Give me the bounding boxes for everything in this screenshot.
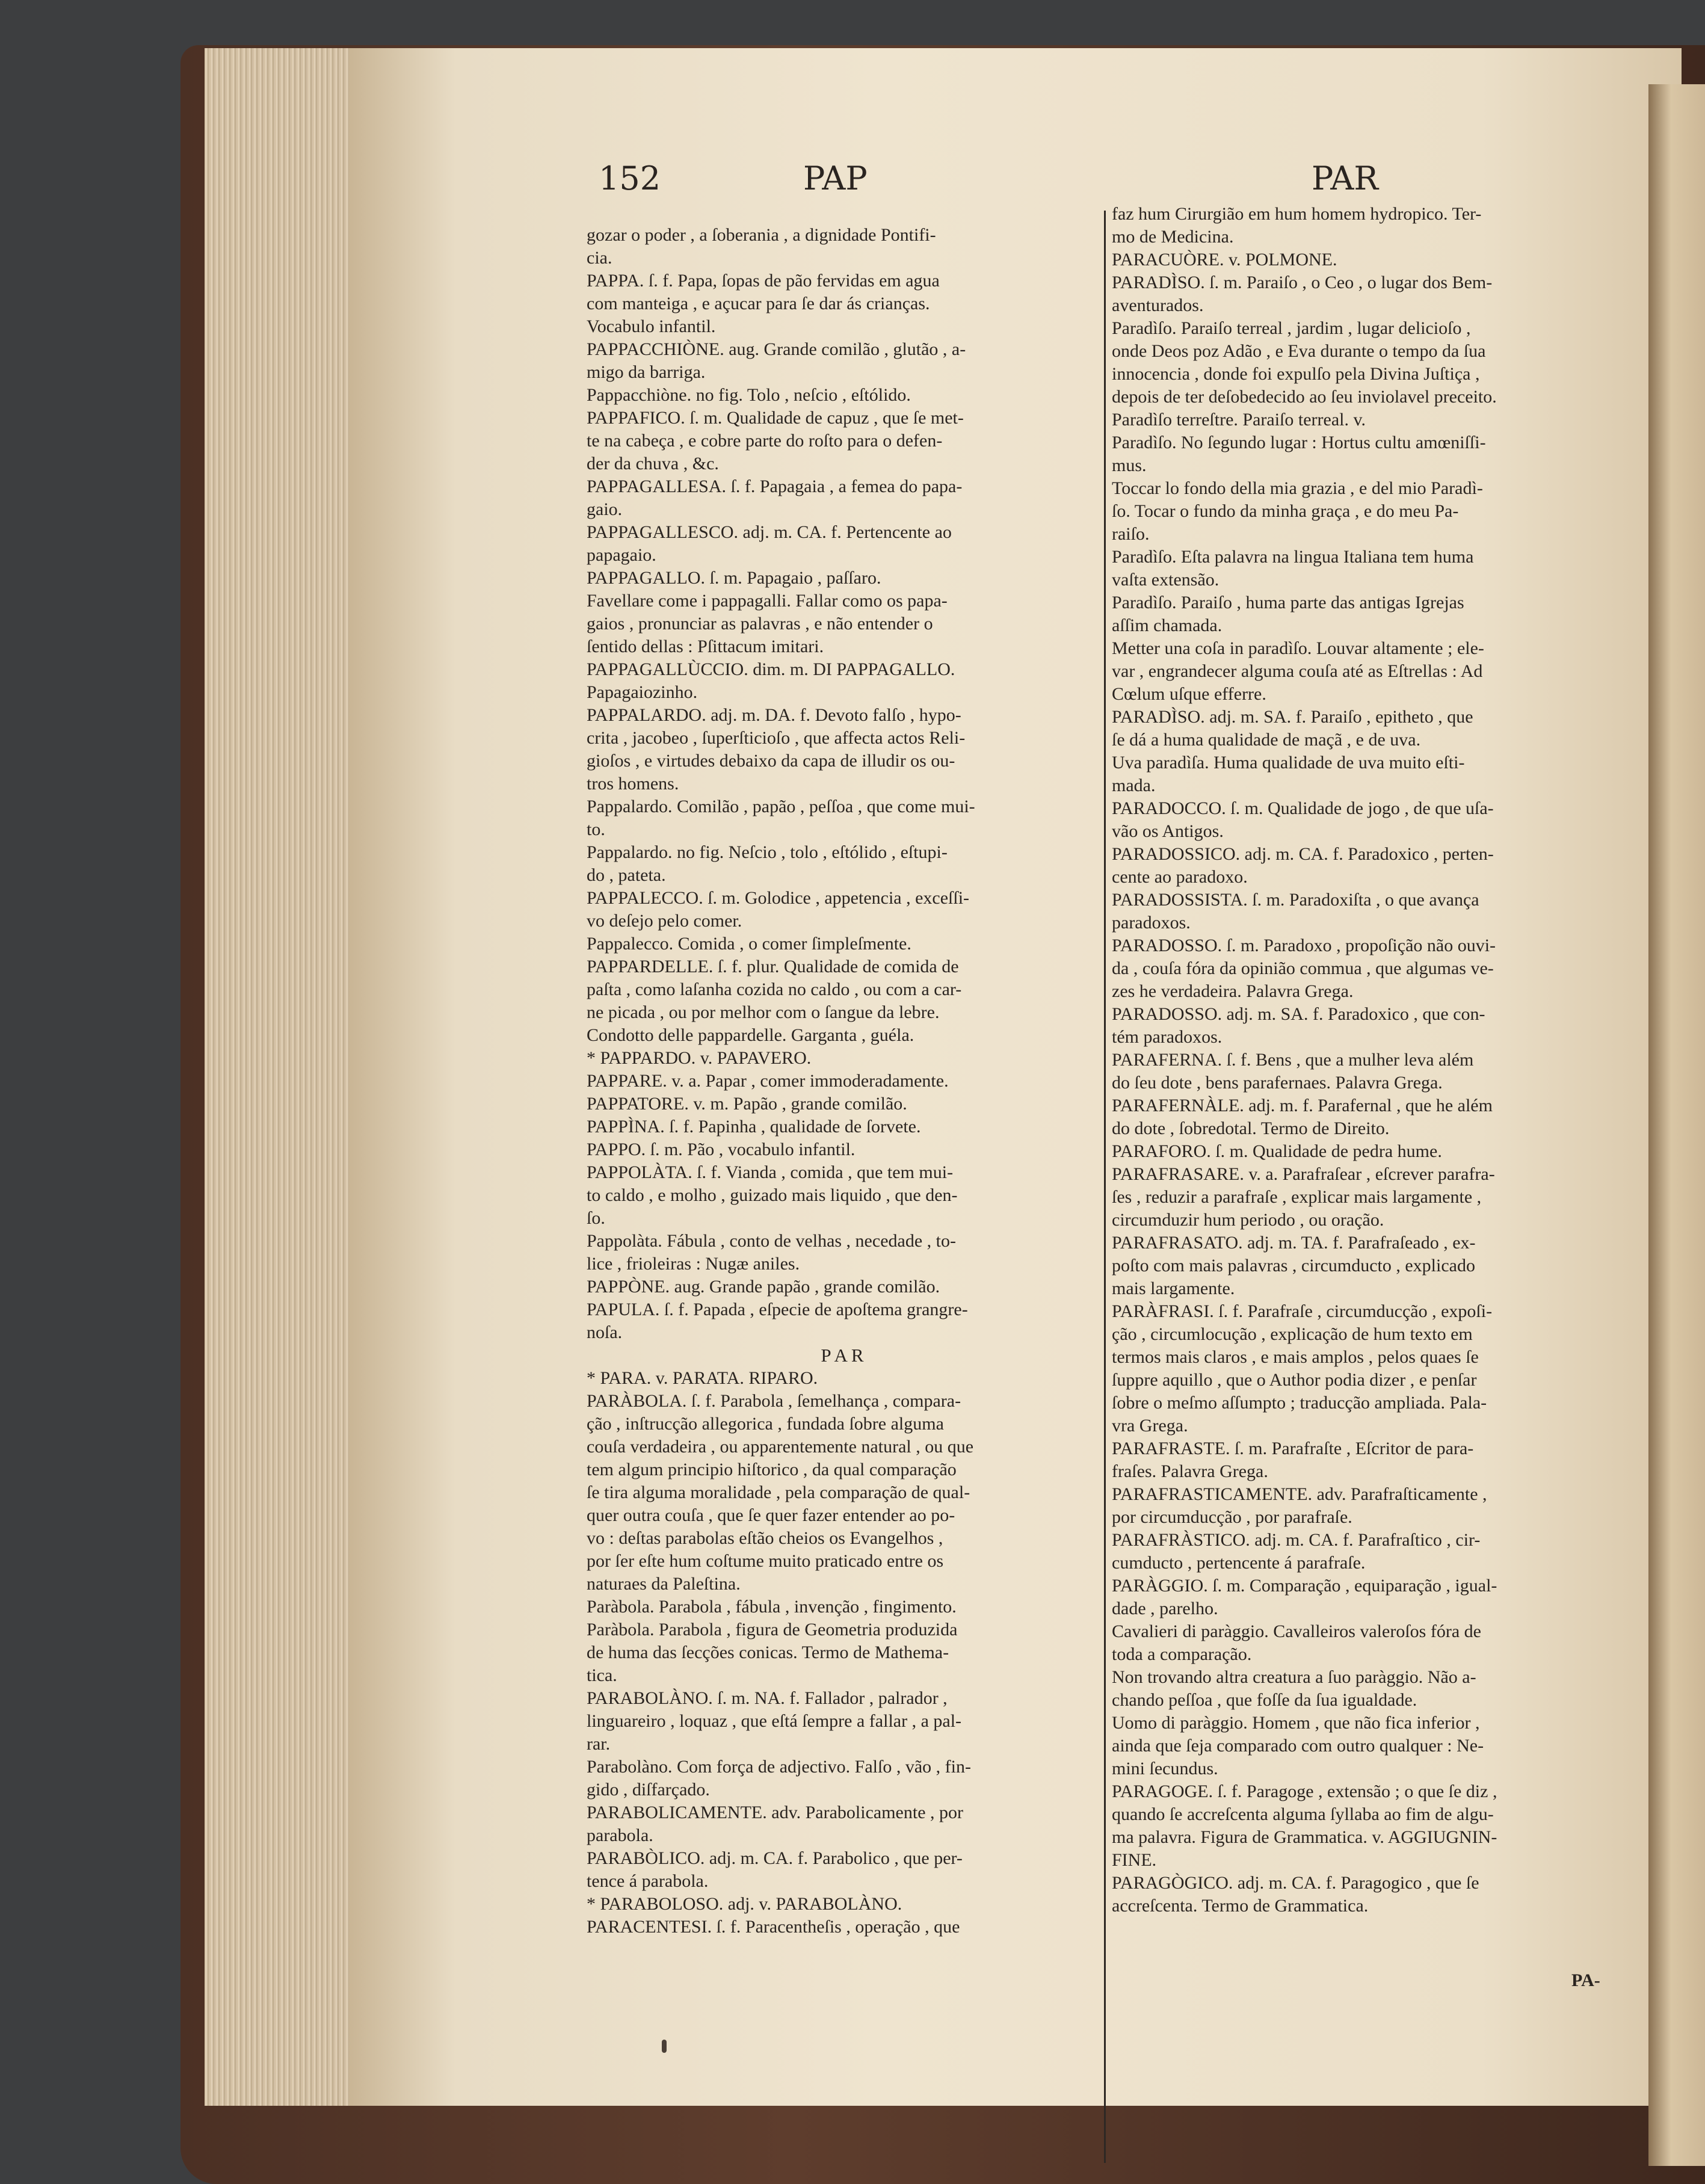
text-line: mo de Medicina. xyxy=(1112,227,1234,247)
text-line: Paràbola. Parabola , figura de Geometria produzida xyxy=(587,1620,958,1640)
text-line: ma palavra. Figura de Grammatica. v. AGGIUGNIN- xyxy=(1112,1827,1497,1847)
text-line: PARÀGGIO. ſ. m. Comparação , equiparação , igual- xyxy=(1112,1576,1497,1596)
text-line: do dote , ſobredotal. Termo de Direito. xyxy=(1112,1118,1390,1138)
text-line: var , engrandecer alguma couſa até as Eſtrellas : Ad xyxy=(1112,661,1483,681)
text-line: tém paradoxos. xyxy=(1112,1027,1222,1047)
text-line: ſo. Tocar o fundo da minha graça , e do meu Pa- xyxy=(1112,501,1459,521)
text-line: * PARA. v. PARATA. RIPARO. xyxy=(587,1368,818,1388)
text-line: quando ſe accreſcenta alguma ſyllaba ao fim de algu- xyxy=(1112,1804,1494,1824)
text-line: chando peſſoa , que foſſe da ſua igualdade. xyxy=(1112,1690,1417,1710)
text-line: Cœlum uſque efferre. xyxy=(1112,684,1266,704)
text-line: circumduzir hum periodo , ou oração. xyxy=(1112,1210,1384,1230)
text-line: ſentido dellas : Pſittacum imitari. xyxy=(587,637,824,656)
text-line: mais largamente. xyxy=(1112,1279,1235,1298)
text-line: FINE. xyxy=(1112,1850,1157,1870)
text-line: PARABÒLICO. adj. m. CA. f. Parabolico , que per- xyxy=(587,1848,963,1868)
text-line: PAPPALARDO. adj. m. DA. f. Devoto falſo , hypo- xyxy=(587,705,961,725)
text-line: cente ao paradoxo. xyxy=(1112,867,1248,887)
text-line: ſo. xyxy=(587,1208,605,1228)
text-line: ção , inſtrucção allegorica , fundada ſobre alguma xyxy=(587,1414,944,1434)
text-line: paſta , como laſanha cozida no caldo , ou com a car- xyxy=(587,979,962,999)
text-line: Non trovando altra creatura a ſuo paràggio. Não a- xyxy=(1112,1667,1476,1687)
text-line: PAPPAFICO. ſ. m. Qualidade de capuz , que ſe met- xyxy=(587,408,964,428)
text-line: depois de ter deſobedecido ao ſeu inviolavel preceito. xyxy=(1112,387,1497,407)
text-line: PAPPAGALLÙCCIO. dim. m. DI PAPPAGALLO. xyxy=(587,659,955,679)
text-line: PAPPAGALLESCO. adj. m. CA. f. Pertencente ao xyxy=(587,522,952,542)
text-line: PARADÌSO. adj. m. SA. f. Paraiſo , epitheto , que xyxy=(1112,707,1473,727)
text-line: ainda que ſeja comparado com outro qualquer : Ne- xyxy=(1112,1736,1484,1756)
text-line: PAPPALECCO. ſ. m. Golodice , appetencia , exceſſi- xyxy=(587,888,970,908)
text-line: do ſeu dote , bens parafernaes. Palavra Grega. xyxy=(1112,1073,1443,1093)
text-line: der da chuva , &c. xyxy=(587,454,719,474)
text-line: P A R xyxy=(821,1345,864,1366)
text-line: PARADOSSO. ſ. m. Paradoxo , propoſição não ouvi- xyxy=(1112,936,1496,955)
text-line: PAPPATORE. v. m. Papão , grande comilão. xyxy=(587,1094,907,1114)
text-line: ſes , reduzir a parafraſe , explicar mais largamente , xyxy=(1112,1187,1482,1207)
text-line: parabola. xyxy=(587,1825,653,1845)
text-line: da , couſa fóra da opinião commua , que algumas ve- xyxy=(1112,958,1494,978)
text-line: ſuppre aquillo , que o Author podia dizer , e penſar xyxy=(1112,1370,1477,1390)
text-line: paradoxos. xyxy=(1112,913,1191,933)
page-number: 152 xyxy=(599,159,661,197)
text-line: Paradìſo. Paraiſo , huma parte das antigas Igrejas xyxy=(1112,593,1464,612)
text-line: PAPPÌNA. ſ. f. Papinha , qualidade de ſorvete. xyxy=(587,1117,921,1137)
text-line: Uva paradìſa. Huma qualidade de uva muito eſti- xyxy=(1112,753,1465,773)
text-line: Pappalardo. Comilão , papão , peſſoa , que come mui- xyxy=(587,797,975,816)
text-line: de huma das ſecções conicas. Termo de Mathema- xyxy=(587,1643,949,1662)
text-line: Vocabulo infantil. xyxy=(587,316,716,336)
text-line: Pappalecco. Comida , o comer ſimpleſmente. xyxy=(587,934,911,954)
text-line: faz hum Cirurgião em hum homem hydropico. Ter- xyxy=(1112,204,1482,224)
text-line: linguareiro , loquaz , que eſtá ſempre a fallar , a pal- xyxy=(587,1711,962,1731)
text-line: PAPPO. ſ. m. Pão , vocabulo infantil. xyxy=(587,1140,856,1159)
text-line: PARAFERNÀLE. adj. m. f. Parafernal , que he além xyxy=(1112,1096,1493,1115)
text-line: Parabolàno. Com força de adjectivo. Falſo , vão , fin- xyxy=(587,1757,971,1777)
text-line: Paradìſo. No ſegundo lugar : Hortus cultu amœniſſi- xyxy=(1112,433,1486,452)
right-running-head: PAR xyxy=(1312,159,1379,197)
text-line: PARAFRASTICAMENTE. adv. Parafraſticamente , xyxy=(1112,1484,1487,1504)
text-line: quer outra couſa , que ſe quer fazer entender ao po- xyxy=(587,1505,955,1525)
text-line: PARAGÒGICO. adj. m. CA. f. Paragogico , que ſe xyxy=(1112,1873,1479,1893)
text-line: to. xyxy=(587,819,605,839)
text-line: Paradìſo terreſtre. Paraiſo terreal. v. xyxy=(1112,410,1366,430)
text-line: zes he verdadeira. Palavra Grega. xyxy=(1112,981,1354,1001)
text-line: PAPPAGALLESA. ſ. f. Papagaia , a femea do papa- xyxy=(587,477,963,496)
text-line: onde Deos poz Adão , e Eva durante o tempo da ſua xyxy=(1112,341,1486,361)
text-line: Metter una coſa in paradìſo. Louvar altamente ; ele- xyxy=(1112,638,1484,658)
text-line: ção , circumlocução , explicação de hum texto em xyxy=(1112,1324,1473,1344)
text-line: PARADÌSO. ſ. m. Paraiſo , o Ceo , o lugar dos Bem- xyxy=(1112,273,1493,292)
text-line: Paradìſo. Paraiſo terreal , jardim , lugar delicioſo , xyxy=(1112,318,1471,338)
column-rule xyxy=(1104,211,1106,2163)
text-line: PARABOLÀNO. ſ. m. NA. f. Fallador , palrador , xyxy=(587,1688,948,1708)
text-line: Pappacchiòne. no fig. Tolo , neſcio , eſtólido. xyxy=(587,385,911,405)
text-line: vo deſejo pelo comer. xyxy=(587,911,742,931)
text-line: gaio. xyxy=(587,499,623,519)
text-line: PARADOSSISTA. ſ. m. Paradoxiſta , o que avança xyxy=(1112,890,1479,910)
text-line: vra Grega. xyxy=(1112,1416,1188,1436)
text-line: PAPPARE. v. a. Papar , comer immoderadamente. xyxy=(587,1071,949,1091)
facing-page-edge xyxy=(1648,84,1705,2166)
text-line: gozar o poder , a ſoberania , a dignidade Pontifi- xyxy=(587,225,936,245)
text-line: ſe dá a huma qualidade de maçã , e de uva. xyxy=(1112,730,1421,750)
text-line: migo da barriga. xyxy=(587,362,706,382)
text-line: aventurados. xyxy=(1112,295,1204,315)
text-line: Condotto delle pappardelle. Garganta , guéla. xyxy=(587,1025,914,1045)
text-line: vaſta extensão. xyxy=(1112,570,1219,590)
text-line: mini ſecundus. xyxy=(1112,1759,1218,1778)
text-line: termos mais claros , e mais amplos , pelos quaes ſe xyxy=(1112,1347,1479,1367)
text-line: aſſim chamada. xyxy=(1112,615,1222,635)
text-line: tence á parabola. xyxy=(587,1871,709,1891)
text-line: crita , jacobeo , ſuperſticioſo , que affecta actos Reli- xyxy=(587,728,966,748)
text-line: PARAFRASATO. adj. m. TA. f. Parafraſeado , ex- xyxy=(1112,1233,1476,1253)
text-line: Favellare come i pappagalli. Fallar como os papa- xyxy=(587,591,948,611)
text-line: PARACENTESI. ſ. f. Paracentheſis , operação , que xyxy=(587,1917,960,1937)
text-line: Paradìſo. Eſta palavra na lingua Italiana tem huma xyxy=(1112,547,1474,567)
right-column xyxy=(1112,203,1623,1917)
catchword: PA- xyxy=(1571,1970,1600,1990)
text-line: Pappolàta. Fábula , conto de velhas , necedade , to- xyxy=(587,1231,956,1251)
text-line: PARAGOGE. ſ. f. Paragoge , extensão ; o que ſe diz , xyxy=(1112,1781,1497,1801)
text-line: Cavalieri di paràggio. Cavalleiros valeroſos fóra de xyxy=(1112,1621,1481,1641)
text-line: Papagaiozinho. xyxy=(587,682,698,702)
text-line: PARAFERNA. ſ. f. Bens , que a mulher leva além xyxy=(1112,1050,1474,1070)
text-line: PARADOSSO. adj. m. SA. f. Paradoxico , que con- xyxy=(1112,1004,1485,1024)
text-line: ſe tira alguma moralidade , pela comparação de qual- xyxy=(587,1482,970,1502)
text-line: papagaio. xyxy=(587,545,656,565)
text-line: PAPPOLÀTA. ſ. f. Vianda , comida , que tem mui- xyxy=(587,1162,954,1182)
text-line: ne picada , ou por melhor com o ſangue da lebre. xyxy=(587,1002,940,1022)
text-line: PAPPARDELLE. ſ. f. plur. Qualidade de comida de xyxy=(587,957,959,976)
page-mark xyxy=(662,2040,667,2053)
text-line: gioſos , e virtudes debaixo da capa de illudir os ou- xyxy=(587,751,955,771)
text-line: Toccar lo fondo della mia grazia , e del mio Paradì- xyxy=(1112,478,1483,498)
text-line: gaios , pronunciar as palavras , e não entender o xyxy=(587,614,933,634)
text-line: tica. xyxy=(587,1665,617,1685)
text-line: * PAPPARDO. v. PAPAVERO. xyxy=(587,1048,812,1068)
text-line: to caldo , e molho , guizado mais liquido , que den- xyxy=(587,1185,958,1205)
text-line: PAPPA. ſ. f. Papa, ſopas de pão fervidas em agua xyxy=(587,271,940,291)
left-running-head: PAP xyxy=(803,159,868,197)
text-line: PARAFRASARE. v. a. Parafraſear , eſcrever parafra- xyxy=(1112,1164,1495,1184)
text-line: PARABOLICAMENTE. adv. Parabolicamente , por xyxy=(587,1803,964,1822)
text-line: fraſes. Palavra Grega. xyxy=(1112,1461,1268,1481)
text-line: PARACUÒRE. v. POLMONE. xyxy=(1112,250,1337,270)
text-line: do , pateta. xyxy=(587,865,666,885)
left-column xyxy=(587,224,1098,1939)
text-line: PAPULA. ſ. f. Papada , eſpecie de apoſtema grangre- xyxy=(587,1300,968,1319)
text-line: Paràbola. Parabola , fábula , invenção , fingimento. xyxy=(587,1597,957,1617)
text-line: gido , diſfarçado. xyxy=(587,1780,710,1800)
text-line: ſobre o meſmo aſſumpto ; traducção ampliada. Pala- xyxy=(1112,1393,1487,1413)
text-line: couſa verdadeira , ou apparentemente natural , ou que xyxy=(587,1437,974,1457)
text-line: vo : deſtas parabolas eſtão cheios os Evangelhos , xyxy=(587,1528,943,1548)
text-line: PAPPACCHIÒNE. aug. Grande comilão , glutão , a- xyxy=(587,339,966,359)
text-line: toda a comparação. xyxy=(1112,1644,1252,1664)
text-line: PARAFRASTE. ſ. m. Parafraſte , Eſcritor de para- xyxy=(1112,1439,1474,1458)
text-line: por circumducção , por parafraſe. xyxy=(1112,1507,1352,1527)
text-line: tros homens. xyxy=(587,774,679,794)
text-line: te na cabeça , e cobre parte do roſto para o defen- xyxy=(587,431,943,451)
text-line: noſa. xyxy=(587,1322,623,1342)
text-line: raiſo. xyxy=(1112,524,1150,544)
text-line: poſto com mais palavras , circumducto , explicado xyxy=(1112,1256,1475,1276)
text-line: PAPPÒNE. aug. Grande papão , grande comilão. xyxy=(587,1277,940,1297)
text-line: cia. xyxy=(587,248,612,268)
text-line: Pappalardo. no fig. Neſcio , tolo , eſtólido , eſtupi- xyxy=(587,842,948,862)
text-line: PARADOSSICO. adj. m. CA. f. Paradoxico , perten- xyxy=(1112,844,1494,864)
text-line: dade , parelho. xyxy=(1112,1599,1218,1618)
text-line: mus. xyxy=(1112,455,1147,475)
text-line: PAPPAGALLO. ſ. m. Papagaio , paſſaro. xyxy=(587,568,881,588)
text-line: com manteiga , e açucar para ſe dar ás crianças. xyxy=(587,294,930,313)
text-line: PARÀFRASI. ſ. f. Parafraſe , circumducção , expoſi- xyxy=(1112,1301,1493,1321)
text-line: PARAFORO. ſ. m. Qualidade de pedra hume. xyxy=(1112,1141,1442,1161)
text-line: mada. xyxy=(1112,776,1156,795)
text-line: por ſer eſte hum coſtume muito praticado entre os xyxy=(587,1551,944,1571)
text-line: PARAFRÀSTICO. adj. m. CA. f. Parafraſtico , cir- xyxy=(1112,1530,1481,1550)
text-line: cumducto , pertencente á parafraſe. xyxy=(1112,1553,1366,1573)
text-line: * PARABOLOSO. adj. v. PARABOLÀNO. xyxy=(587,1894,902,1914)
text-line: innocencia , donde foi expulſo pela Divina Juſtiça , xyxy=(1112,364,1480,384)
text-line: Uomo di paràggio. Homem , que não fica inferior , xyxy=(1112,1713,1480,1733)
text-line: naturaes da Paleſtina. xyxy=(587,1574,741,1594)
text-line: lice , frioleiras : Nugæ aniles. xyxy=(587,1254,800,1274)
text-line: rar. xyxy=(587,1734,611,1754)
text-line: tem algum principio hiſtorico , da qual comparação xyxy=(587,1460,957,1479)
text-line: PARÀBOLA. ſ. f. Parabola , ſemelhança , compara- xyxy=(587,1391,961,1411)
text-line: vão os Antigos. xyxy=(1112,821,1224,841)
text-line: PARADOCCO. ſ. m. Qualidade de jogo , de que uſa- xyxy=(1112,798,1494,818)
text-line: accreſcenta. Termo de Grammatica. xyxy=(1112,1896,1369,1916)
